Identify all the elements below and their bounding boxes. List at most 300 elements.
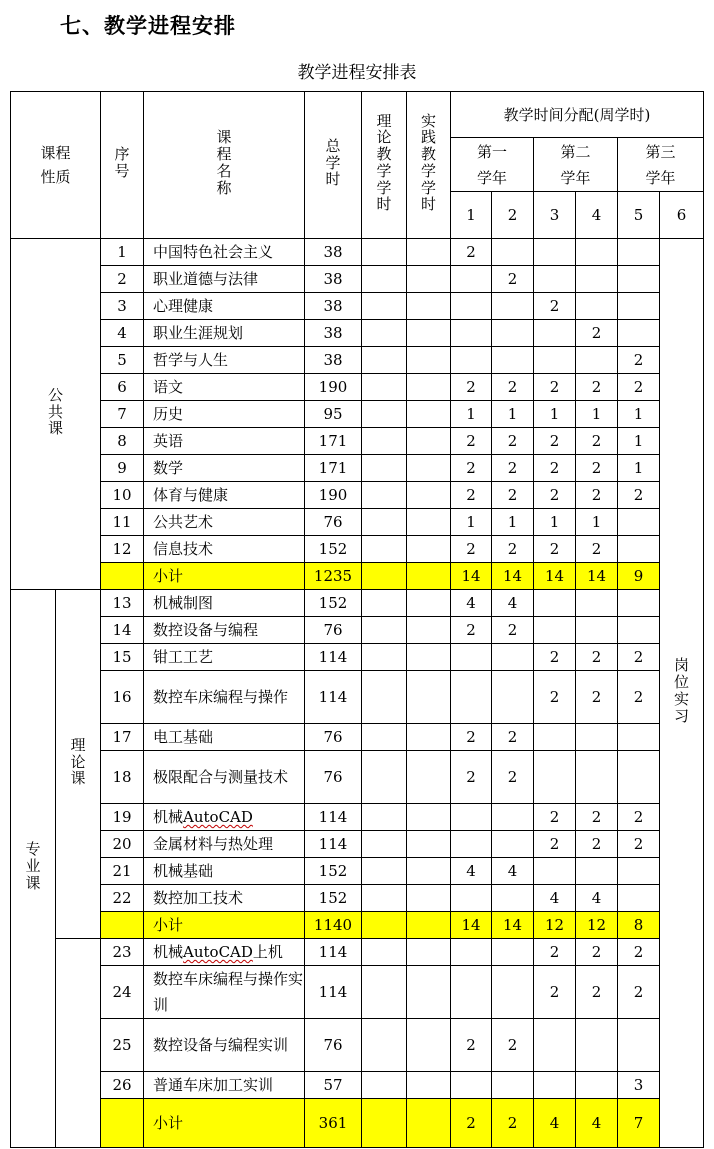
row-number: 24	[101, 966, 144, 1019]
table-row	[11, 266, 704, 293]
semester-4-hours	[576, 293, 618, 320]
table-row	[11, 347, 704, 374]
course-name: 体育与健康	[144, 482, 305, 509]
course-name: 职业道德与法律	[144, 266, 305, 293]
table-row	[11, 482, 704, 509]
total-hours: 190	[305, 482, 362, 509]
practice-hours	[407, 374, 451, 401]
semester-5-hours	[618, 885, 660, 912]
semester-5-hours	[618, 617, 660, 644]
total-hours: 190	[305, 374, 362, 401]
header-semester-2: 2	[492, 192, 534, 239]
practice-hours	[407, 617, 451, 644]
theory-hours	[362, 347, 407, 374]
semester-1-hours: 2	[451, 455, 492, 482]
semester-3-hours	[534, 590, 576, 617]
theory-hours	[362, 293, 407, 320]
row-number: 20	[101, 831, 144, 858]
total-hours: 114	[305, 966, 362, 1019]
practice-hours	[407, 482, 451, 509]
semester-2-hours: 2	[492, 617, 534, 644]
semester-3-hours: 2	[534, 428, 576, 455]
course-name: 历史	[144, 401, 305, 428]
semester-5-hours: 1	[618, 401, 660, 428]
semester-4-hours	[576, 266, 618, 293]
semester-3-hours: 2	[534, 644, 576, 671]
total-hours: 361	[305, 1099, 362, 1148]
total-hours: 171	[305, 428, 362, 455]
table-row	[11, 293, 704, 320]
practice-hours	[407, 858, 451, 885]
semester-2-hours	[492, 671, 534, 724]
semester-2-hours: 1	[492, 401, 534, 428]
semester-2-hours: 2	[492, 266, 534, 293]
semester-3-hours: 2	[534, 804, 576, 831]
semester-1-hours: 2	[451, 536, 492, 563]
course-name: 数控设备与编程	[144, 617, 305, 644]
total-hours: 152	[305, 536, 362, 563]
theory-hours	[362, 751, 407, 804]
semester-4-hours	[576, 1072, 618, 1099]
semester-3-hours	[534, 858, 576, 885]
semester-4-hours: 2	[576, 428, 618, 455]
theory-hours	[362, 912, 407, 939]
row-number: 9	[101, 455, 144, 482]
theory-hours	[362, 1099, 407, 1148]
semester-2-hours	[492, 644, 534, 671]
total-hours: 38	[305, 266, 362, 293]
semester-2-hours	[492, 347, 534, 374]
table-row	[11, 320, 704, 347]
total-hours: 1140	[305, 912, 362, 939]
semester-5-hours: 2	[618, 831, 660, 858]
semester-5-hours	[618, 751, 660, 804]
practice-hours	[407, 831, 451, 858]
semester-1-hours	[451, 266, 492, 293]
table-row	[11, 428, 704, 455]
semester-5-hours: 1	[618, 428, 660, 455]
semester-3-hours	[534, 1072, 576, 1099]
semester-2-hours	[492, 885, 534, 912]
row-number: 2	[101, 266, 144, 293]
theory-hours	[362, 831, 407, 858]
theory-hours	[362, 266, 407, 293]
total-hours: 114	[305, 671, 362, 724]
semester-1-hours	[451, 885, 492, 912]
course-name: 公共艺术	[144, 509, 305, 536]
semester-4-hours: 1	[576, 401, 618, 428]
course-name: 职业生涯规划	[144, 320, 305, 347]
practice-hours	[407, 912, 451, 939]
total-hours: 95	[305, 401, 362, 428]
semester-5-hours	[618, 239, 660, 266]
semester-5-hours	[618, 1019, 660, 1072]
header-year-2: 第二学年	[534, 138, 618, 192]
total-hours: 152	[305, 858, 362, 885]
table-row	[11, 455, 704, 482]
header-theory-hours: 理论教学学时	[362, 92, 407, 239]
course-name: 机械基础	[144, 858, 305, 885]
practice-hours	[407, 509, 451, 536]
semester-3-hours: 2	[534, 939, 576, 966]
practice-hours	[407, 293, 451, 320]
subtotal-label: 小计	[144, 1099, 305, 1148]
theory-hours	[362, 374, 407, 401]
semester-3-hours	[534, 266, 576, 293]
semester-5-hours	[618, 536, 660, 563]
row-number: 19	[101, 804, 144, 831]
semester-4-hours	[576, 751, 618, 804]
semester-3-hours: 4	[534, 1099, 576, 1148]
practice-hours	[407, 320, 451, 347]
row-number	[101, 912, 144, 939]
theory-hours	[362, 428, 407, 455]
semester-5-hours: 7	[618, 1099, 660, 1148]
semester-1-hours: 2	[451, 724, 492, 751]
practice-hours	[407, 1072, 451, 1099]
theory-hours	[362, 858, 407, 885]
semester-3-hours: 1	[534, 509, 576, 536]
semester-3-hours: 2	[534, 831, 576, 858]
theory-hours	[362, 885, 407, 912]
semester-4-hours	[576, 590, 618, 617]
semester-1-hours: 14	[451, 912, 492, 939]
semester-1-hours: 2	[451, 1099, 492, 1148]
semester-1-hours: 2	[451, 617, 492, 644]
header-year-3: 第三学年	[618, 138, 704, 192]
subtotal-row	[11, 563, 704, 590]
semester-1-hours: 14	[451, 563, 492, 590]
semester-1-hours	[451, 293, 492, 320]
practice-hours	[407, 939, 451, 966]
semester-4-hours	[576, 239, 618, 266]
course-name: 数控车床编程与操作	[144, 671, 305, 724]
semester-2-hours	[492, 1072, 534, 1099]
course-name: 英语	[144, 428, 305, 455]
semester-5-hours	[618, 724, 660, 751]
practice-hours	[407, 1099, 451, 1148]
semester-4-hours: 1	[576, 509, 618, 536]
total-hours: 38	[305, 239, 362, 266]
total-hours: 114	[305, 644, 362, 671]
semester-1-hours	[451, 1072, 492, 1099]
course-name: 信息技术	[144, 536, 305, 563]
internship-cell: 岗位实习	[660, 239, 704, 1148]
semester-3-hours: 2	[534, 482, 576, 509]
semester-2-hours: 2	[492, 1099, 534, 1148]
header-course-nature: 课程性质	[11, 92, 101, 239]
theory-hours	[362, 239, 407, 266]
semester-4-hours: 2	[576, 536, 618, 563]
semester-5-hours: 2	[618, 347, 660, 374]
practice-hours	[407, 590, 451, 617]
practice-hours	[407, 536, 451, 563]
group-theory: 理论课	[56, 590, 101, 939]
table-row	[11, 374, 704, 401]
semester-2-hours: 2	[492, 482, 534, 509]
semester-3-hours	[534, 617, 576, 644]
semester-2-hours	[492, 939, 534, 966]
table-row	[11, 831, 704, 858]
semester-5-hours: 2	[618, 804, 660, 831]
semester-3-hours: 12	[534, 912, 576, 939]
semester-3-hours	[534, 724, 576, 751]
semester-2-hours	[492, 831, 534, 858]
semester-1-hours: 2	[451, 751, 492, 804]
subtotal-row	[11, 912, 704, 939]
semester-3-hours: 2	[534, 966, 576, 1019]
group-public: 公共课	[11, 239, 101, 590]
row-number: 1	[101, 239, 144, 266]
semester-4-hours	[576, 858, 618, 885]
table-row	[11, 751, 704, 804]
table-row	[11, 509, 704, 536]
semester-5-hours: 3	[618, 1072, 660, 1099]
table-row	[11, 966, 704, 1019]
total-hours: 76	[305, 509, 362, 536]
course-name: 金属材料与热处理	[144, 831, 305, 858]
subtotal-label: 小计	[144, 563, 305, 590]
total-hours: 152	[305, 885, 362, 912]
table-row	[11, 239, 704, 266]
row-number: 16	[101, 671, 144, 724]
row-number: 18	[101, 751, 144, 804]
semester-5-hours: 9	[618, 563, 660, 590]
semester-2-hours	[492, 293, 534, 320]
semester-5-hours: 8	[618, 912, 660, 939]
semester-3-hours: 2	[534, 536, 576, 563]
group-major: 专业课	[11, 590, 56, 1148]
table-row	[11, 885, 704, 912]
semester-2-hours	[492, 239, 534, 266]
table-row	[11, 804, 704, 831]
semester-2-hours	[492, 804, 534, 831]
theory-hours	[362, 320, 407, 347]
semester-3-hours	[534, 751, 576, 804]
semester-3-hours	[534, 347, 576, 374]
semester-3-hours	[534, 1019, 576, 1072]
row-number: 12	[101, 536, 144, 563]
row-number: 25	[101, 1019, 144, 1072]
semester-4-hours: 2	[576, 831, 618, 858]
practice-hours	[407, 401, 451, 428]
theory-hours	[362, 1072, 407, 1099]
semester-3-hours: 4	[534, 885, 576, 912]
theory-hours	[362, 1019, 407, 1072]
semester-2-hours: 14	[492, 563, 534, 590]
total-hours: 171	[305, 455, 362, 482]
row-number: 4	[101, 320, 144, 347]
semester-4-hours	[576, 347, 618, 374]
header-semester-3: 3	[534, 192, 576, 239]
total-hours: 38	[305, 347, 362, 374]
table-row	[11, 671, 704, 724]
semester-5-hours: 2	[618, 644, 660, 671]
course-name: 数控设备与编程实训	[144, 1019, 305, 1072]
total-hours: 57	[305, 1072, 362, 1099]
semester-2-hours: 2	[492, 455, 534, 482]
semester-2-hours: 4	[492, 590, 534, 617]
semester-3-hours: 2	[534, 293, 576, 320]
theory-hours	[362, 804, 407, 831]
theory-hours	[362, 590, 407, 617]
semester-3-hours	[534, 320, 576, 347]
semester-5-hours: 2	[618, 482, 660, 509]
row-number: 15	[101, 644, 144, 671]
row-number: 22	[101, 885, 144, 912]
semester-5-hours	[618, 266, 660, 293]
semester-2-hours: 14	[492, 912, 534, 939]
practice-hours	[407, 751, 451, 804]
semester-4-hours	[576, 724, 618, 751]
theory-hours	[362, 536, 407, 563]
total-hours: 76	[305, 617, 362, 644]
semester-1-hours: 2	[451, 1019, 492, 1072]
theory-hours	[362, 482, 407, 509]
header-semester-4: 4	[576, 192, 618, 239]
semester-1-hours	[451, 644, 492, 671]
semester-3-hours: 2	[534, 374, 576, 401]
practice-hours	[407, 266, 451, 293]
total-hours: 76	[305, 724, 362, 751]
practice-hours	[407, 1019, 451, 1072]
row-number: 14	[101, 617, 144, 644]
semester-4-hours: 4	[576, 885, 618, 912]
row-number: 11	[101, 509, 144, 536]
semester-1-hours	[451, 831, 492, 858]
total-hours: 76	[305, 751, 362, 804]
course-name: 哲学与人生	[144, 347, 305, 374]
semester-1-hours	[451, 347, 492, 374]
semester-1-hours: 1	[451, 509, 492, 536]
table-row	[11, 617, 704, 644]
theory-hours	[362, 455, 407, 482]
semester-4-hours: 2	[576, 966, 618, 1019]
semester-4-hours: 2	[576, 455, 618, 482]
theory-hours	[362, 563, 407, 590]
semester-2-hours: 2	[492, 428, 534, 455]
semester-4-hours: 2	[576, 671, 618, 724]
course-name: 数学	[144, 455, 305, 482]
semester-5-hours: 2	[618, 939, 660, 966]
semester-2-hours: 2	[492, 724, 534, 751]
header-practice-hours: 实践教学学时	[407, 92, 451, 239]
semester-3-hours: 2	[534, 455, 576, 482]
row-number: 7	[101, 401, 144, 428]
total-hours: 114	[305, 939, 362, 966]
total-hours: 38	[305, 320, 362, 347]
row-number: 17	[101, 724, 144, 751]
practice-hours	[407, 455, 451, 482]
header-semester-5: 5	[618, 192, 660, 239]
semester-1-hours: 2	[451, 374, 492, 401]
course-name: 数控加工技术	[144, 885, 305, 912]
semester-4-hours	[576, 1019, 618, 1072]
semester-4-hours: 2	[576, 374, 618, 401]
semester-5-hours: 2	[618, 671, 660, 724]
practice-hours	[407, 966, 451, 1019]
theory-hours	[362, 966, 407, 1019]
section-heading: 七、教学进程安排	[60, 13, 236, 38]
practice-hours	[407, 428, 451, 455]
semester-2-hours: 2	[492, 751, 534, 804]
semester-5-hours	[618, 590, 660, 617]
semester-1-hours	[451, 939, 492, 966]
semester-4-hours: 2	[576, 482, 618, 509]
header-year-1: 第一学年	[451, 138, 534, 192]
semester-2-hours: 2	[492, 1019, 534, 1072]
table-row	[11, 858, 704, 885]
row-number: 21	[101, 858, 144, 885]
semester-2-hours: 4	[492, 858, 534, 885]
course-name: 语文	[144, 374, 305, 401]
header-total-hours: 总学时	[305, 92, 362, 239]
semester-5-hours	[618, 320, 660, 347]
row-number: 26	[101, 1072, 144, 1099]
semester-1-hours: 4	[451, 858, 492, 885]
semester-3-hours	[534, 239, 576, 266]
total-hours: 38	[305, 293, 362, 320]
semester-5-hours	[618, 858, 660, 885]
header-seq: 序号	[101, 92, 144, 239]
semester-4-hours: 2	[576, 644, 618, 671]
semester-3-hours: 1	[534, 401, 576, 428]
semester-5-hours: 2	[618, 966, 660, 1019]
schedule-table	[10, 91, 704, 1148]
table-row	[11, 939, 704, 966]
semester-2-hours	[492, 320, 534, 347]
semester-5-hours	[618, 509, 660, 536]
semester-4-hours: 2	[576, 804, 618, 831]
semester-1-hours: 1	[451, 401, 492, 428]
table-caption: 教学进程安排表	[297, 63, 417, 83]
total-hours: 1235	[305, 563, 362, 590]
table-row	[11, 644, 704, 671]
theory-hours	[362, 939, 407, 966]
theory-hours	[362, 724, 407, 751]
semester-1-hours	[451, 804, 492, 831]
row-number: 23	[101, 939, 144, 966]
theory-hours	[362, 509, 407, 536]
table-row	[11, 1072, 704, 1099]
theory-hours	[362, 644, 407, 671]
practice-hours	[407, 885, 451, 912]
row-number: 6	[101, 374, 144, 401]
semester-1-hours	[451, 320, 492, 347]
table-row	[11, 724, 704, 751]
semester-5-hours	[618, 293, 660, 320]
practice-hours	[407, 563, 451, 590]
course-name: 中国特色社会主义	[144, 239, 305, 266]
header-semester-6: 6	[660, 192, 704, 239]
semester-1-hours: 2	[451, 482, 492, 509]
table-row	[11, 401, 704, 428]
subtotal-label: 小计	[144, 912, 305, 939]
semester-4-hours	[576, 617, 618, 644]
semester-1-hours	[451, 671, 492, 724]
header-semester-1: 1	[451, 192, 492, 239]
semester-4-hours: 2	[576, 939, 618, 966]
header-course-name: 课程名称	[144, 92, 305, 239]
group-practice	[56, 939, 101, 1148]
semester-2-hours: 2	[492, 374, 534, 401]
semester-4-hours: 14	[576, 563, 618, 590]
row-number: 5	[101, 347, 144, 374]
total-hours: 114	[305, 831, 362, 858]
semester-4-hours: 12	[576, 912, 618, 939]
semester-2-hours	[492, 966, 534, 1019]
course-name: 数控车床编程与操作实训	[144, 966, 305, 1019]
